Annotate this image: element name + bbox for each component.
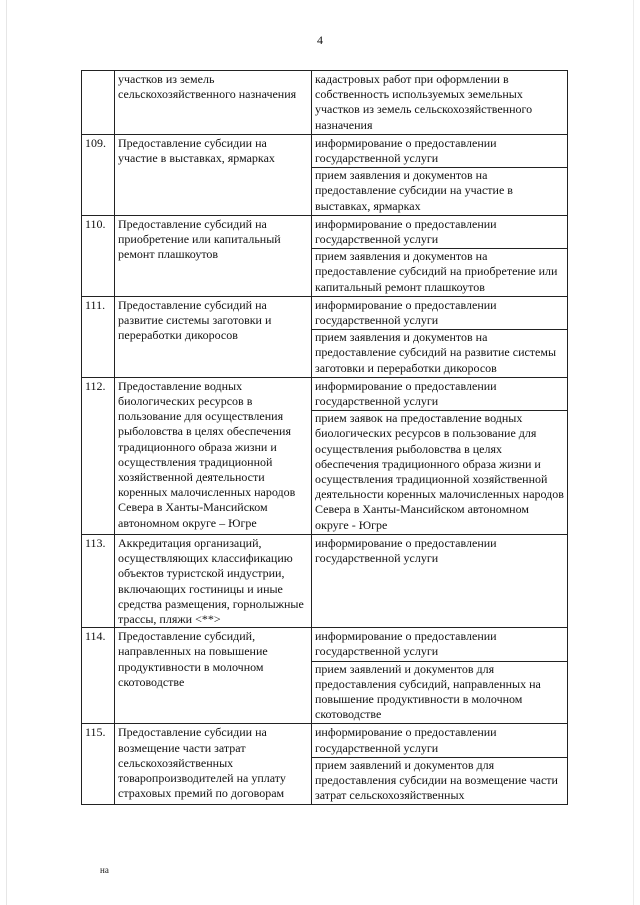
table-row [82, 134, 568, 215]
service-activities [312, 71, 568, 135]
row-number: 112. [82, 377, 115, 534]
service-name: Предоставление субсидий на приобретение или капитальный ремонт плашкоутов [115, 215, 312, 296]
services-table [81, 70, 568, 805]
activity-item: прием заявлений и документов для предоставления субсидий, направленных на повышение продуктивности в молочном скотоводстве [315, 661, 541, 722]
activity-item: информирование о предоставлении государственной услуги [312, 629, 567, 661]
activity-item: информирование о предоставлении государственной услуги [315, 535, 497, 566]
activity-item: информирование о предоставлении государственной услуги [312, 217, 567, 249]
row-number: 109. [82, 134, 115, 215]
table-row [82, 71, 568, 135]
activity-item: информирование о предоставлении государственной услуги [312, 136, 567, 168]
row-number: 113. [82, 534, 115, 627]
services-table-body [82, 71, 568, 805]
table-row [82, 534, 568, 627]
page-number: 4 [317, 33, 323, 47]
service-name: Предоставление субсидии на участие в выставках, ярмарках [115, 134, 312, 215]
table-row [82, 724, 568, 805]
service-name: Предоставление водных биологических ресурсов в пользование для осуществления рыболовства в целях обеспечения традиционного образа жизни и осуществления традиционной хозяйственной деятельности коренных малочисленных народов Севера в Ханты-Мансийском автономном округе – Югре [115, 377, 312, 534]
row-number: 115. [82, 724, 115, 805]
service-activities [312, 296, 568, 377]
service-activities [312, 215, 568, 296]
service-name: Предоставление субсидий на развитие системы заготовки и переработки дикоросов [115, 296, 312, 377]
service-name: Аккредитация организаций, осуществляющих классификацию объектов туристской индустрии, включающих гостиницы и иные средства размещения, горнолыжные трассы, пляжи <**> [115, 534, 312, 627]
row-number [82, 71, 115, 135]
table-row [82, 296, 568, 377]
table-row [82, 215, 568, 296]
activity-item: информирование о предоставлении государственной услуги [312, 298, 567, 330]
activity-item: информирование о предоставлении государственной услуги [312, 379, 567, 411]
row-number: 110. [82, 215, 115, 296]
scan-edge-right [633, 0, 634, 905]
activity-item: прием заявления и документов на предоставление субсидий на приобретение или капитальный ремонт плашкоутов [315, 249, 558, 294]
activity-item: информирование о предоставлении государственной услуги [312, 725, 567, 757]
service-activities [312, 534, 568, 627]
table-row [82, 377, 568, 534]
row-number: 114. [82, 628, 115, 724]
service-activities [312, 628, 568, 724]
service-activities [312, 134, 568, 215]
service-name: Предоставление субсидии на возмещение части затрат сельскохозяйственных товаропроизводителей на уплату страховых премий по договорам [115, 724, 312, 805]
activity-item: кадастровых работ при оформлении в собственность используемых земельных участков из земель сельскохозяйственного назначения [315, 72, 533, 132]
service-activities [312, 724, 568, 805]
service-name: участков из земель сельскохозяйственного назначения [115, 71, 312, 135]
activity-item: прием заявлений и документов для предоставления субсидии на возмещение части затрат сельскохозяйственных [315, 757, 558, 803]
row-number: 111. [82, 296, 115, 377]
service-name: Предоставление субсидий, направленных на повышение продуктивности в молочном скотоводстве [115, 628, 312, 724]
activity-item: прием заявления и документов на предоставление субсидии на участие в выставках, ярмарках [315, 168, 513, 213]
table-row [82, 628, 568, 724]
scan-edge-left [6, 0, 7, 905]
footer-note: на [100, 865, 109, 875]
activity-item: прием заявления и документов на предоставление субсидий на развитие системы заготовки и переработки дикоросов [315, 330, 557, 375]
activity-item: прием заявок на предоставление водных биологических ресурсов в пользование для осуществления рыболовства в целях обеспечения традиционного образа жизни и осуществления традиционной хозяйственной деятельности коренных малочисленных народов Севера в Ханты-Мансийском автономном округе - Югре [315, 411, 564, 532]
service-activities [312, 377, 568, 534]
